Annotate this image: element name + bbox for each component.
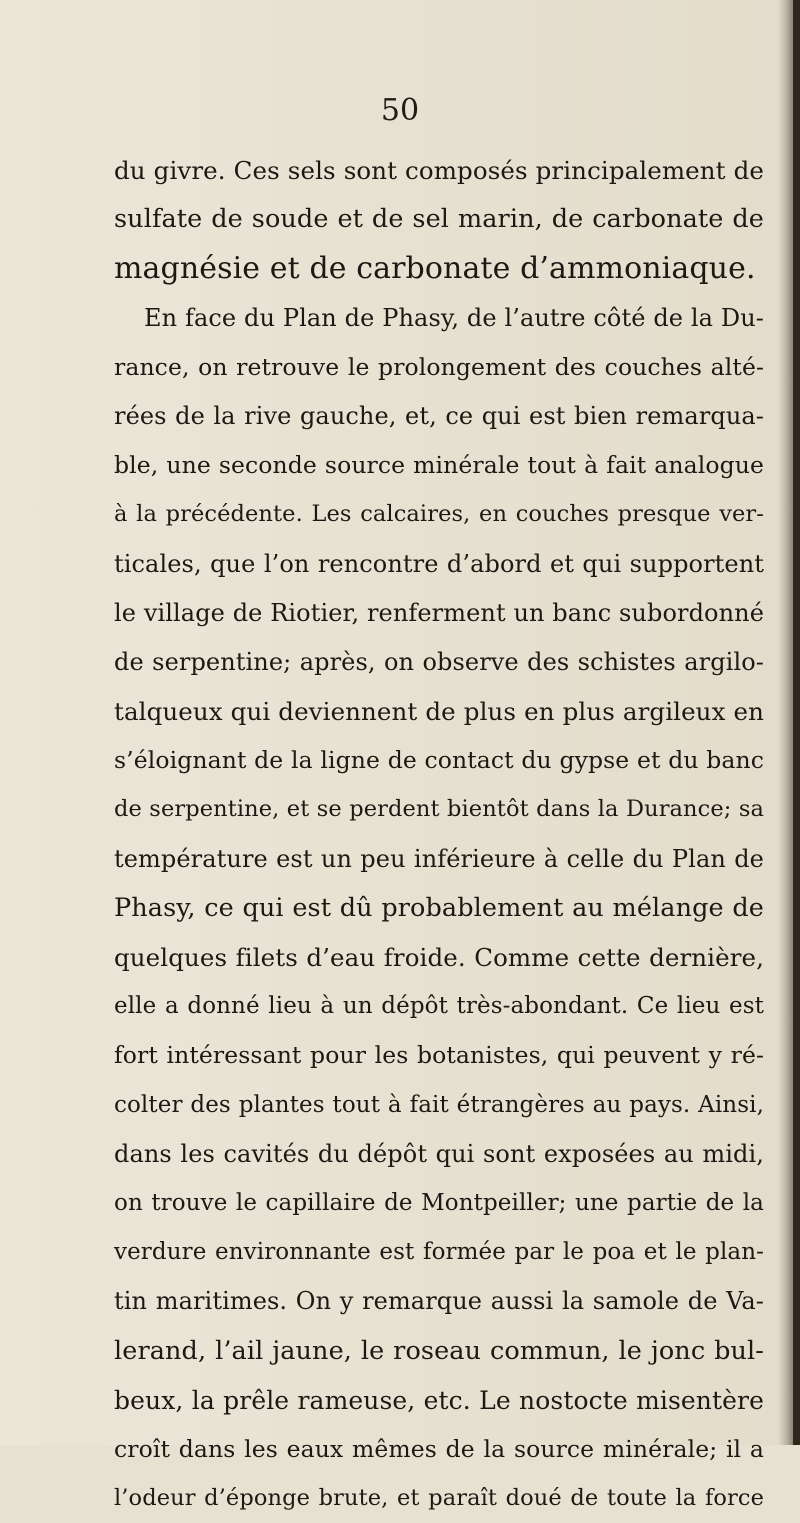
text-line: le village de Riotier, renferment un banc subordonné — [114, 598, 764, 627]
text-line: tin maritimes. On y remarque aussi la samole de Va- — [114, 1287, 764, 1316]
text-line: Phasy, ce qui est dû probablement au mélange de — [114, 892, 764, 923]
text-line: de serpentine; après, on observe des schistes argilo- — [114, 647, 764, 676]
page-number: 50 — [380, 93, 420, 128]
text-line: quelques filets d’eau froide. Comme cette dernière, — [114, 943, 764, 972]
body-text — [114, 146, 764, 1523]
text-line: lerand, l’ail jaune, le roseau commun, le jonc bul- — [114, 1335, 764, 1366]
text-line: talqueux qui deviennent de plus en plus argileux en — [114, 697, 764, 727]
text-line: de serpentine, et se perdent bientôt dans la Durance; sa — [114, 796, 764, 823]
text-line: beux, la prêle rameuse, etc. Le nostocte misentère — [114, 1385, 764, 1415]
text-line: magnésie et de carbonate d’ammoniaque. — [114, 251, 756, 287]
text-line: à la précédente. Les calcaires, en couches presque ver- — [114, 501, 764, 528]
text-line: du givre. Ces sels sont composés principalement de — [114, 156, 764, 185]
text-line: ticales, que l’on rencontre d’abord et qui supportent — [114, 549, 764, 578]
text-line: croît dans les eaux mêmes de la source minérale; il a — [114, 1434, 764, 1463]
text-line: température est un peu inférieure à celle du Plan de — [114, 844, 764, 873]
text-line: l’odeur d’éponge brute, et paraît doué de toute la force — [114, 1485, 764, 1512]
text-line: colter des plantes tout à fait étrangères au pays. Ainsi, — [114, 1091, 764, 1118]
text-line: sulfate de soude et de sel marin, de carbonate de — [114, 204, 764, 235]
text-line: on trouve le capillaire de Montpeiller; une partie de la — [114, 1189, 764, 1216]
text-line: dans les cavités du dépôt qui sont exposées au midi, — [114, 1139, 764, 1168]
binding-edge — [793, 0, 800, 1445]
text-line: En face du Plan de Phasy, de l’autre côté de la Du- — [144, 303, 764, 332]
text-line: rance, on retrouve le prolongement des couches alté- — [114, 352, 764, 381]
text-line: fort intéressant pour les botanistes, qui peuvent y ré- — [114, 1041, 764, 1070]
text-line: rées de la rive gauche, et, ce qui est bien remarqua- — [114, 401, 764, 430]
text-line: verdure environnante est formée par le poa et le plan- — [114, 1239, 764, 1266]
text-line: s’éloignant de la ligne de contact du gypse et du banc — [114, 746, 764, 775]
text-line: ble, une seconde source minérale tout à fait analogue — [114, 451, 764, 480]
text-line: elle a donné lieu à un dépôt très-abondant. Ce lieu est — [114, 993, 764, 1020]
